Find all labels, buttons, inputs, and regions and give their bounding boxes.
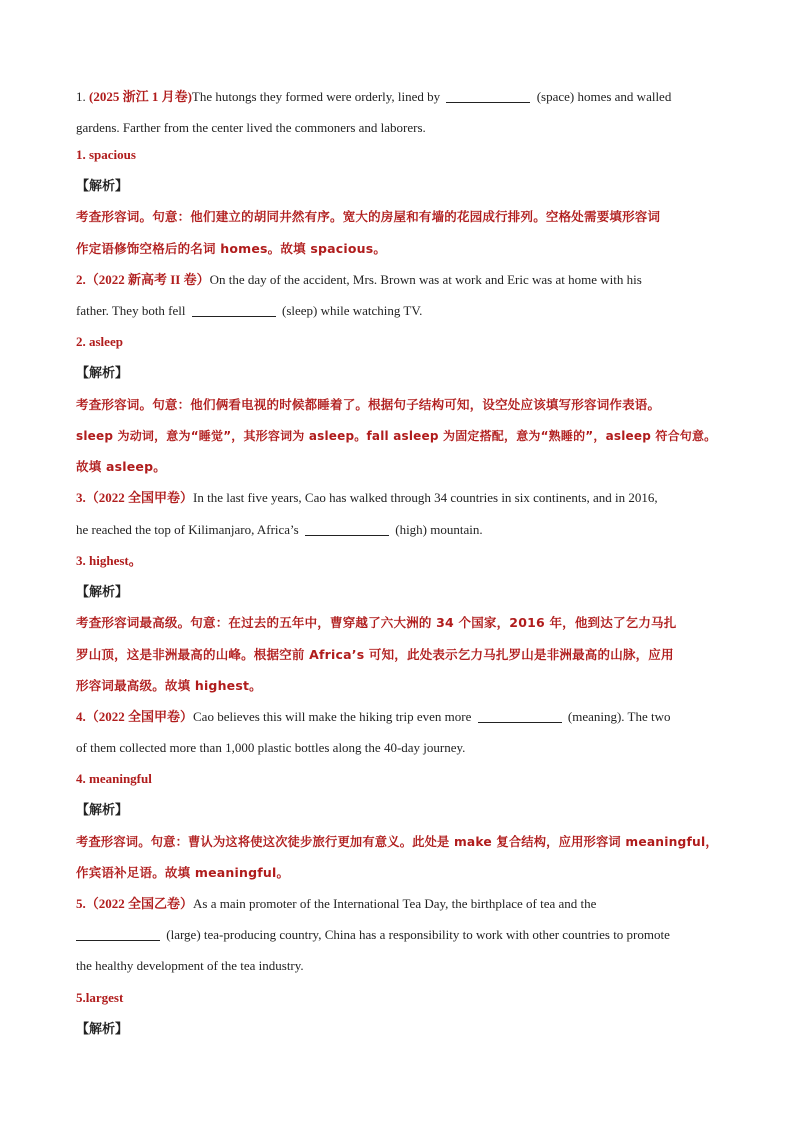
analysis-2-line-2: sleep 为动词，意为“睡觉”，其形容词为 asleep。fall asleep 为固定搭配，意为“熟睡的”，asleep 符合句意。 [76, 429, 717, 443]
answer-blank [478, 709, 562, 723]
answer-2: 2. asleep [76, 334, 123, 349]
analysis-4-line-1: 考查形容词。句意：曹认为这将使这次徒步旅行更加有意义。此处是 make 复合结构，应用形容词 meaningful， [76, 835, 718, 849]
answer-blank [446, 89, 530, 103]
analysis-heading-5: 【解析】 [76, 1021, 129, 1036]
question-5-line-2: (large) tea-producing country, China has a responsibility to work with other countries to promote [76, 925, 718, 945]
question-4-line-1: 4.（2022 全国甲卷）Cao believes this will make the hiking trip even more (meaning). The two [76, 709, 671, 724]
question-source: （2022 全国乙卷） [85, 896, 194, 911]
analysis-heading-4: 【解析】 [76, 802, 129, 817]
question-3-line-1: 3.（2022 全国甲卷）In the last five years, Cao has walked through 34 countries in six continents, and in 2016, [76, 490, 658, 505]
answer-3: 3. highest。 [76, 553, 142, 568]
question-2-line-2: father. They both fell (sleep) while watching TV. [76, 303, 423, 318]
answer-1: 1. spacious [76, 147, 136, 162]
analysis-4-line-2: 作宾语补足语。故填 meaningful。 [76, 865, 290, 880]
question-source: （2022 全国甲卷） [85, 490, 194, 505]
question-3-line-2: he reached the top of Kilimanjaro, Africa’s (high) mountain. [76, 522, 483, 537]
analysis-heading-1: 【解析】 [76, 178, 129, 193]
answer-blank [76, 927, 160, 941]
answer-blank [192, 303, 276, 317]
answer-4: 4. meaningful [76, 771, 152, 786]
question-number: 1. [76, 89, 89, 104]
question-5-line-1: 5.（2022 全国乙卷）As a main promoter of the International Tea Day, the birthplace of tea and the [76, 896, 597, 911]
analysis-1-line-2: 作定语修饰空格后的名词 homes。故填 spacious。 [76, 241, 387, 256]
analysis-2-line-1: 考查形容词。句意：他们俩看电视的时候都睡着了。根据句子结构可知，设空处应该填写形容词作表语。 [76, 397, 661, 412]
question-source: (2025 浙江 1 月卷) [89, 89, 192, 104]
question-5-line-3: the healthy development of the tea industry. [76, 958, 304, 973]
analysis-1-line-1: 考查形容词。句意：他们建立的胡同井然有序。宽大的房屋和有墙的花园成行排列。空格处需要填形容词 [76, 209, 661, 224]
question-4-line-2: of them collected more than 1,000 plastic bottles along the 40-day journey. [76, 740, 466, 755]
question-source: （2022 新高考 II 卷） [85, 272, 210, 287]
question-1-line-2: gardens. Farther from the center lived the commoners and laborers. [76, 120, 426, 135]
answer-blank [305, 522, 389, 536]
analysis-heading-3: 【解析】 [76, 584, 129, 599]
answer-5: 5.largest [76, 990, 124, 1005]
analysis-3-line-1: 考查形容词最高级。句意：在过去的五年中，曹穿越了六大洲的 34 个国家，2016 年，他到达了乞力马扎 [76, 615, 677, 630]
analysis-3-line-3: 形容词最高级。故填 highest。 [76, 678, 262, 693]
analysis-3-line-2: 罗山顶，这是非洲最高的山峰。根据空前 Africa’s 可知，此处表示乞力马扎罗山是非洲最高的山脉，应用 [76, 647, 674, 662]
analysis-2-line-3: 故填 asleep。 [76, 459, 166, 474]
analysis-heading-2: 【解析】 [76, 365, 129, 380]
question-2-line-1: 2.（2022 新高考 II 卷）On the day of the accident, Mrs. Brown was at work and Eric was at home with his [76, 272, 642, 287]
question-source: （2022 全国甲卷） [85, 709, 194, 724]
question-1-line-1: 1. (2025 浙江 1 月卷)The hutongs they formed were orderly, lined by (space) homes and walled [76, 89, 672, 104]
